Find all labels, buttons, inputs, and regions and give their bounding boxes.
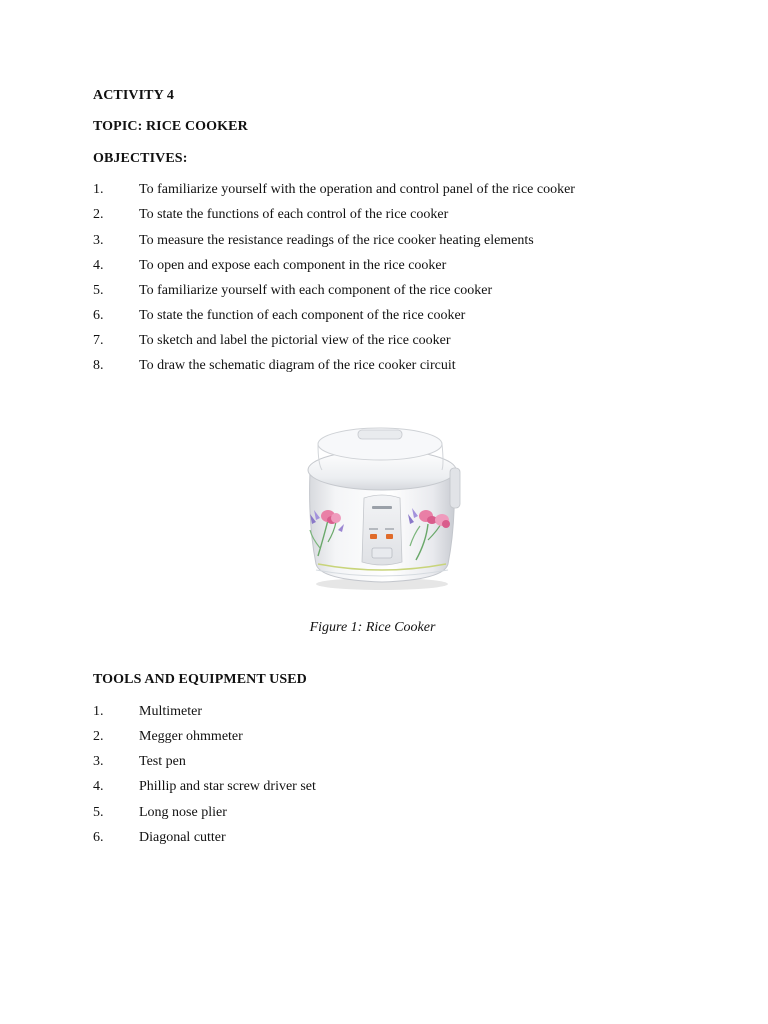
item-number: 4. xyxy=(93,258,104,273)
list-item xyxy=(93,333,451,349)
list-item xyxy=(93,358,456,374)
rice-cooker-illustration-icon xyxy=(298,424,468,592)
item-number: 3. xyxy=(93,754,104,769)
list-item xyxy=(93,308,465,324)
item-text: To open and expose each component in the rice cooker xyxy=(139,258,447,273)
item-text: Megger ohmmeter xyxy=(139,729,243,744)
list-item xyxy=(93,258,446,274)
list-item xyxy=(93,830,226,846)
list-item xyxy=(93,805,227,821)
item-number: 6. xyxy=(93,830,104,845)
item-text: Test pen xyxy=(139,754,186,769)
item-number: 4. xyxy=(93,779,104,794)
item-number: 5. xyxy=(93,283,104,298)
figure-caption: Figure 1: Rice Cooker xyxy=(309,620,436,635)
item-text: To sketch and label the pictorial view of the rice cooker xyxy=(139,333,451,348)
list-item xyxy=(93,182,575,198)
activity-heading: ACTIVITY 4 xyxy=(93,88,174,103)
item-number: 5. xyxy=(93,805,104,820)
item-text: Multimeter xyxy=(139,704,202,719)
tools-heading: TOOLS AND EQUIPMENT USED xyxy=(93,672,307,687)
topic-heading: TOPIC: RICE COOKER xyxy=(93,119,248,134)
item-number: 1. xyxy=(93,182,104,197)
item-text: To draw the schematic diagram of the rice cooker circuit xyxy=(139,358,456,373)
item-text: Phillip and star screw driver set xyxy=(139,779,316,794)
item-text: To measure the resistance readings of the rice cooker heating elements xyxy=(139,233,534,248)
item-number: 2. xyxy=(93,207,104,222)
list-item xyxy=(93,283,492,299)
rice-cooker-figure xyxy=(298,424,468,592)
item-number: 7. xyxy=(93,333,104,348)
list-item xyxy=(93,779,316,795)
list-item xyxy=(93,729,243,745)
item-number: 8. xyxy=(93,358,104,373)
list-item xyxy=(93,207,448,223)
list-item xyxy=(93,704,202,720)
item-text: To familiarize yourself with each component of the rice cooker xyxy=(139,283,493,298)
item-text: To state the functions of each control of the rice cooker xyxy=(139,207,449,222)
item-number: 3. xyxy=(93,233,104,248)
item-number: 2. xyxy=(93,729,104,744)
objectives-heading: OBJECTIVES: xyxy=(93,151,188,166)
item-text: Diagonal cutter xyxy=(139,830,226,845)
list-item xyxy=(93,754,186,770)
item-number: 1. xyxy=(93,704,104,719)
list-item xyxy=(93,233,534,249)
item-number: 6. xyxy=(93,308,104,323)
item-text: To state the function of each component of the rice cooker xyxy=(139,308,466,323)
item-text: Long nose plier xyxy=(139,805,227,820)
item-text: To familiarize yourself with the operation and control panel of the rice cooker xyxy=(139,182,575,197)
